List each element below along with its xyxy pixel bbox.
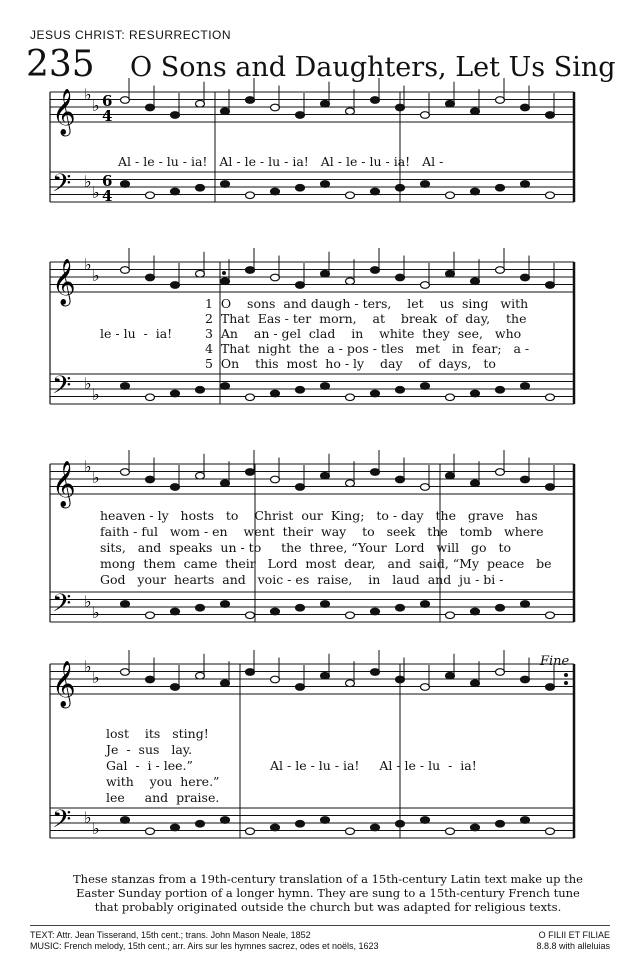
note-head	[521, 817, 530, 824]
note-head	[346, 192, 355, 199]
note-head	[546, 112, 555, 119]
note-head	[496, 97, 505, 104]
note-head	[121, 817, 130, 824]
note-head	[371, 390, 380, 397]
note-head	[221, 181, 230, 188]
key-flat: ♭	[84, 374, 92, 393]
treble-clef: 𝄞	[52, 89, 76, 135]
hymn-title: O Sons and Daughters, Let Us Sing	[130, 52, 616, 83]
note-head	[521, 181, 530, 188]
lyric-line: 3 An an - gel clad in white they see, who	[205, 326, 522, 341]
tune-info	[536, 930, 610, 952]
note-head	[196, 672, 205, 679]
note-head	[146, 476, 155, 483]
note-head	[321, 100, 330, 107]
note-head	[146, 104, 155, 111]
note-head	[471, 390, 480, 397]
fine-marking: Fine	[540, 654, 570, 669]
note-head	[396, 820, 405, 827]
note-head	[221, 108, 230, 115]
bass-clef: 𝄢	[52, 371, 72, 406]
key-flat: ♭	[92, 819, 100, 838]
note-head	[396, 274, 405, 281]
note-head	[221, 601, 230, 608]
note-head	[271, 390, 280, 397]
note-head	[321, 383, 330, 390]
note-head	[296, 386, 305, 393]
note-head	[521, 274, 530, 281]
note-head	[496, 184, 505, 191]
note-head	[421, 112, 430, 119]
note-head	[471, 188, 480, 195]
note-head	[396, 104, 405, 111]
key-flat: ♭	[92, 668, 100, 687]
lyric-line: mong them came their Lord most dear, and said, “My peace be	[100, 556, 552, 571]
note-head	[471, 480, 480, 487]
note-head	[121, 97, 130, 104]
key-flat: ♭	[84, 172, 92, 191]
note-head	[346, 680, 355, 687]
note-head	[221, 680, 230, 687]
note-head	[196, 270, 205, 277]
note-head	[346, 612, 355, 619]
note-head	[321, 601, 330, 608]
credits	[30, 930, 379, 952]
note-head	[196, 604, 205, 611]
note-head	[221, 383, 230, 390]
note-head	[421, 181, 430, 188]
time-signature-top: 6	[102, 172, 113, 190]
note-head	[321, 181, 330, 188]
lyric-line: heaven - ly hosts to Christ our King; to - day the grave has	[100, 508, 538, 523]
note-head	[446, 828, 455, 835]
tune-meter: 8.8.8 with alleluias	[536, 941, 610, 951]
note-head	[371, 669, 380, 676]
key-flat: ♭	[84, 808, 92, 827]
note-head	[471, 608, 480, 615]
note-head	[121, 181, 130, 188]
note-head	[146, 676, 155, 683]
treble-clef: 𝄞	[52, 661, 76, 707]
note-head	[421, 383, 430, 390]
note-head	[546, 192, 555, 199]
note-head	[246, 267, 255, 274]
note-head	[171, 608, 180, 615]
note-head	[121, 267, 130, 274]
note-head	[496, 469, 505, 476]
note-head	[521, 104, 530, 111]
bass-clef: 𝄢	[52, 589, 72, 624]
note-head	[321, 472, 330, 479]
repeat-dot	[564, 673, 568, 677]
note-head	[346, 394, 355, 401]
key-flat: ♭	[84, 255, 92, 274]
treble-clef: 𝄞	[52, 461, 76, 507]
repeat-dot	[222, 271, 226, 275]
note-head	[546, 828, 555, 835]
key-flat: ♭	[92, 183, 100, 202]
repeat-dot	[222, 279, 226, 283]
note-head	[196, 472, 205, 479]
note-head	[171, 282, 180, 289]
lyric-line: Gal - i - lee.”	[106, 758, 193, 773]
tune-name: O FILII ET FILIAE	[538, 930, 610, 940]
note-head	[221, 817, 230, 824]
note-head	[471, 824, 480, 831]
note-head	[421, 817, 430, 824]
section-heading: JESUS CHRIST: RESURRECTION	[30, 28, 232, 42]
note-head	[146, 192, 155, 199]
note-head	[146, 274, 155, 281]
note-head	[321, 672, 330, 679]
note-head	[271, 188, 280, 195]
lyric-line: 1 O sons and daugh - ters, let us sing with	[205, 296, 529, 311]
note-head	[371, 267, 380, 274]
lyric-line: lee and praise.	[106, 790, 220, 805]
note-head	[346, 278, 355, 285]
text-credit: TEXT: Attr. Jean Tisserand, 15th cent.; trans. John Mason Neale, 1852	[30, 930, 311, 940]
note-head	[471, 278, 480, 285]
note-head	[346, 480, 355, 487]
repeat-dot	[564, 681, 568, 685]
note-head	[271, 824, 280, 831]
lyric-line: 4 That night the a - pos - tles met in fear; a -	[205, 341, 530, 356]
note-head	[521, 676, 530, 683]
note-head	[446, 270, 455, 277]
note-head	[421, 282, 430, 289]
note-head	[446, 100, 455, 107]
note-head	[171, 112, 180, 119]
time-signature-bottom: 4	[102, 187, 113, 205]
note-head	[496, 820, 505, 827]
lyric-line: le - lu - ia!	[100, 326, 173, 341]
note-head	[521, 383, 530, 390]
note-head	[171, 684, 180, 691]
note-head	[296, 684, 305, 691]
note-head	[171, 484, 180, 491]
lyric-line: with you here.”	[106, 774, 220, 789]
note-head	[421, 484, 430, 491]
lyric-line: Je - sus lay.	[106, 742, 193, 757]
note-head	[121, 601, 130, 608]
note-head	[196, 386, 205, 393]
lyric-line: faith - ful wom - en went their way to seek the tomb where	[100, 524, 544, 539]
lyric-line: lost its sting!	[106, 726, 209, 741]
note-head	[396, 386, 405, 393]
lyric-line: 5 On this most ho - ly day of days, to	[205, 356, 496, 371]
note-head	[371, 469, 380, 476]
note-head	[396, 676, 405, 683]
note-head	[546, 282, 555, 289]
note-head	[471, 680, 480, 687]
note-head	[321, 270, 330, 277]
lyric-line: Al - le - lu - ia! Al - le - lu - ia! Al - le - lu - ia! Al -	[118, 154, 444, 169]
divider	[30, 925, 610, 926]
time-signature-bottom: 4	[102, 107, 113, 125]
note-head	[196, 820, 205, 827]
note-head	[296, 604, 305, 611]
note-head	[296, 820, 305, 827]
note-head	[521, 601, 530, 608]
note-head	[546, 684, 555, 691]
note-head	[196, 100, 205, 107]
note-head	[371, 188, 380, 195]
note-head	[296, 282, 305, 289]
key-flat: ♭	[84, 657, 92, 676]
note-head	[371, 824, 380, 831]
note-head	[296, 184, 305, 191]
note-head	[121, 669, 130, 676]
note-head	[496, 604, 505, 611]
footnote: These stanzas from a 19th-century translation of a 15th-century Latin text make up the Easter Sunday portion of a longer hymn. They are sung to a 15th-century French tune that probably originated outside the church but was adapted for religious texts.	[73, 872, 583, 914]
note-head	[171, 188, 180, 195]
note-head	[446, 472, 455, 479]
note-head	[271, 104, 280, 111]
key-flat: ♭	[92, 266, 100, 285]
note-head	[246, 192, 255, 199]
note-head	[446, 394, 455, 401]
music-credit: MUSIC: French melody, 15th cent.; arr. Airs sur les hymnes sacrez, odes et noëls, 1623	[30, 941, 379, 951]
note-head	[271, 476, 280, 483]
note-head	[521, 476, 530, 483]
note-head	[446, 672, 455, 679]
lyric-line: God your hearts and voic - es raise, in laud and ju - bi -	[100, 572, 504, 587]
note-head	[146, 612, 155, 619]
note-head	[271, 274, 280, 281]
time-signature-top: 6	[102, 92, 113, 110]
note-head	[146, 828, 155, 835]
note-head	[246, 828, 255, 835]
note-head	[121, 383, 130, 390]
note-head	[171, 824, 180, 831]
note-head	[546, 484, 555, 491]
note-head	[146, 394, 155, 401]
key-flat: ♭	[92, 603, 100, 622]
key-flat: ♭	[84, 592, 92, 611]
note-head	[496, 386, 505, 393]
bass-clef: 𝄢	[52, 805, 72, 840]
note-head	[346, 828, 355, 835]
note-head	[396, 184, 405, 191]
key-flat: ♭	[92, 468, 100, 487]
note-head	[396, 604, 405, 611]
note-head	[196, 184, 205, 191]
note-head	[546, 612, 555, 619]
bass-clef: 𝄢	[52, 169, 72, 204]
note-head	[471, 108, 480, 115]
note-head	[246, 469, 255, 476]
note-head	[296, 112, 305, 119]
key-flat: ♭	[92, 385, 100, 404]
note-head	[496, 267, 505, 274]
note-head	[171, 390, 180, 397]
note-head	[371, 608, 380, 615]
key-flat: ♭	[84, 85, 92, 104]
lyric-line: sits, and speaks un - to the three, “Your Lord will go to	[100, 540, 512, 555]
note-head	[446, 192, 455, 199]
note-head	[246, 97, 255, 104]
note-head	[371, 97, 380, 104]
note-head	[346, 108, 355, 115]
note-head	[496, 669, 505, 676]
note-head	[396, 476, 405, 483]
note-head	[246, 394, 255, 401]
note-head	[246, 612, 255, 619]
lyric-line: 2 That Eas - ter morn, at break of day, the	[205, 311, 527, 326]
hymn-number: 235	[26, 44, 95, 85]
note-head	[271, 676, 280, 683]
note-head	[121, 469, 130, 476]
note-head	[446, 612, 455, 619]
note-head	[321, 817, 330, 824]
note-head	[421, 601, 430, 608]
key-flat: ♭	[84, 457, 92, 476]
note-head	[271, 608, 280, 615]
refrain-line: Al - le - lu - ia! Al - le - lu - ia!	[270, 758, 477, 773]
note-head	[421, 684, 430, 691]
note-head	[296, 484, 305, 491]
key-flat: ♭	[92, 96, 100, 115]
note-head	[246, 669, 255, 676]
note-head	[546, 394, 555, 401]
note-head	[221, 480, 230, 487]
treble-clef: 𝄞	[52, 259, 76, 305]
